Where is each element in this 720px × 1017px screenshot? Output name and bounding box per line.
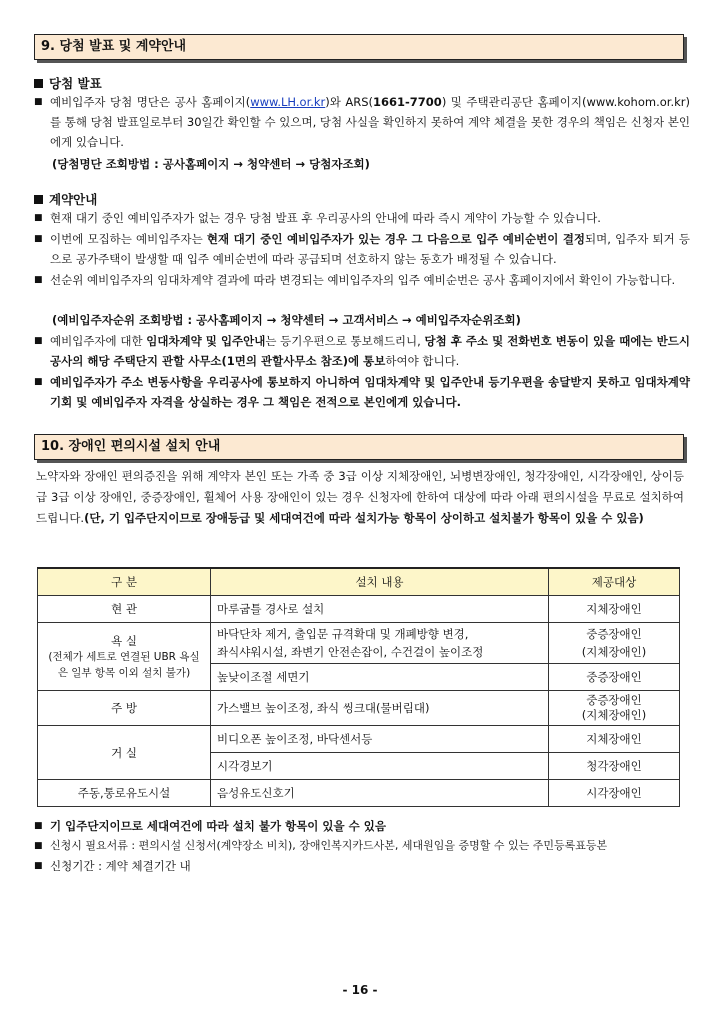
- header-category: 구 분: [38, 568, 211, 596]
- contract-item-1: ■ 현재 대기 중인 예비입주자가 없는 경우 당첨 발표 후 우리공사의 안내에 따라 즉시 계약이 가능할 수 있습니다.: [34, 208, 690, 228]
- note-item-2: ■ 신청시 필요서류 : 편의시설 신청서(계약장소 비치), 장애인복지카드사본, 세대원임을 증명할 수 있는 주민등록표등본: [34, 836, 690, 856]
- bullet-icon: ■: [34, 97, 43, 107]
- table-row: 거 실 비디오폰 높이조정, 바닥센서등 지체장애인: [38, 726, 680, 753]
- contract-heading-text: 계약안내: [49, 192, 98, 207]
- section-9-title: 9. 당첨 발표 및 계약안내: [34, 34, 684, 60]
- note-item-1: ■ 기 입주단지이므로 세대여건에 따라 설치 불가 항목이 있을 수 있음: [34, 816, 690, 836]
- ars-number: 1661-7700: [373, 95, 442, 109]
- table-row: 시각경보기 청각장애인: [38, 753, 680, 780]
- contract-heading: [34, 190, 97, 208]
- bullet-icon: ■: [34, 841, 43, 851]
- lh-homepage-link[interactable]: www.LH.or.kr: [250, 95, 326, 109]
- square-bullet-icon: [34, 79, 43, 88]
- contract-item-3: ■ 선순위 예비입주자의 임대차계약 결과에 따라 변경되는 예비입주자의 입주 예비순번은 공사 홈페이지에서 확인이 가능합니다.: [34, 270, 690, 290]
- contract-item-4: ■ 예비입주자에 대한 임대차계약 및 입주안내는 등기우편으로 통보해드리니, 당첨 후 주소 및 전화번호 변동이 있을 때에는 반드시 공사의 해당 주택단지 관할 사무소(1면의 관할사무소 참조)에 통보하여야 합니다.: [34, 331, 690, 371]
- square-bullet-icon: [34, 195, 43, 204]
- facility-table: [37, 567, 680, 807]
- contract-item-2: ■ 이번에 모집하는 예비입주자는 현재 대기 중인 예비입주자가 있는 경우 그 다음으로 입주 예비순번이 결정되며, 입주자 퇴거 등으로 공가주택이 발생할 때 입주 예비순번에 따라 공급되며 선호하지 않는 동호가 배정될 수 있습니다.: [34, 229, 690, 269]
- bullet-icon: ■: [34, 861, 43, 871]
- header-content: 설치 내용: [211, 568, 549, 596]
- page-number: - 16 -: [342, 983, 378, 997]
- announce-heading-text: 당첨 발표: [49, 76, 102, 91]
- contract-item-5: ■ 예비입주자가 주소 변동사항을 우리공사에 통보하지 아니하여 임대차계약 및 입주안내 등기우편을 송달받지 못하고 임대차계약 기회 및 예비입주자 자격을 상실하는 경우 그 책임은 전적으로 본인에게 있습니다.: [34, 372, 690, 412]
- table-row: 주동,통로유도시설 음성유도신호기 시각장애인: [38, 780, 680, 807]
- table-row: 현 관 마루굽틀 경사로 설치 지체장애인: [38, 596, 680, 623]
- bullet-icon: ■: [34, 336, 43, 346]
- table-row: 높낮이조절 세면기 중증장애인: [38, 664, 680, 691]
- section-10-title: 10. 장애인 편의시설 설치 안내: [34, 434, 684, 460]
- contract-note: (예비입주자순위 조회방법 : 공사홈페이지 → 청약센터 → 고객서비스 → 예비입주자순위조회): [52, 313, 521, 327]
- table-row: 욕 실 (전체가 세트로 연결된 UBR 욕실은 일부 항목 이외 설치 불가) 바닥단차 제거, 출입문 규격확대 및 개폐방향 변경, 좌식샤워시설, 좌변기 안전손잡이, 수건걸이 높이조정 중증장애인 (지체장애인): [38, 623, 680, 664]
- header-target: 제공대상: [549, 568, 680, 596]
- announce-item: ■ 예비입주자 당첨 명단은 공사 홈페이지(www.LH.or.kr)와 ARS(1661-7700) 및 주택관리공단 홈페이지(www.kohom.or.kr) 를 통해 당첨 발표일로부터 30일간 확인할 수 있으며, 당첨 사실을 확인하지 못하여 계약 체결을 못한 경우의 책임은 신청자 본인에게 있습니다.: [34, 92, 690, 152]
- table-header-row: [38, 568, 680, 596]
- table-row: 주 방 가스밸브 높이조정, 좌식 씽크대(물버림대) 중증장애인 (지체장애인): [38, 691, 680, 726]
- announce-heading: [34, 74, 102, 92]
- bullet-icon: ■: [34, 821, 43, 831]
- bullet-icon: ■: [34, 275, 43, 285]
- note-item-3: ■ 신청기간 : 계약 체결기간 내: [34, 856, 690, 876]
- bullet-icon: ■: [34, 377, 43, 387]
- bullet-icon: ■: [34, 213, 43, 223]
- section-10-paragraph: 노약자와 장애인 편의증진을 위해 계약자 본인 또는 가족 중 3급 이상 지체장애인, 뇌병변장애인, 청각장애인, 시각장애인, 상이등급 3급 이상 장애인, 중증장애인, 휠체어 사용 장애인이 있는 경우 신청자에 한하여 대상에 따라 아래 편의시설을 무료로 설치하여 드립니다.(단, 기 입주단지이므로 장애등급 및 세대여건에 따라 설치가능 항목이 상이하고 설치불가 항목이 있을 수 있음): [36, 469, 684, 525]
- announce-note: (당첨명단 조회방법 : 공사홈페이지 → 청약센터 → 당첨자조회): [52, 157, 370, 171]
- bullet-icon: ■: [34, 234, 43, 244]
